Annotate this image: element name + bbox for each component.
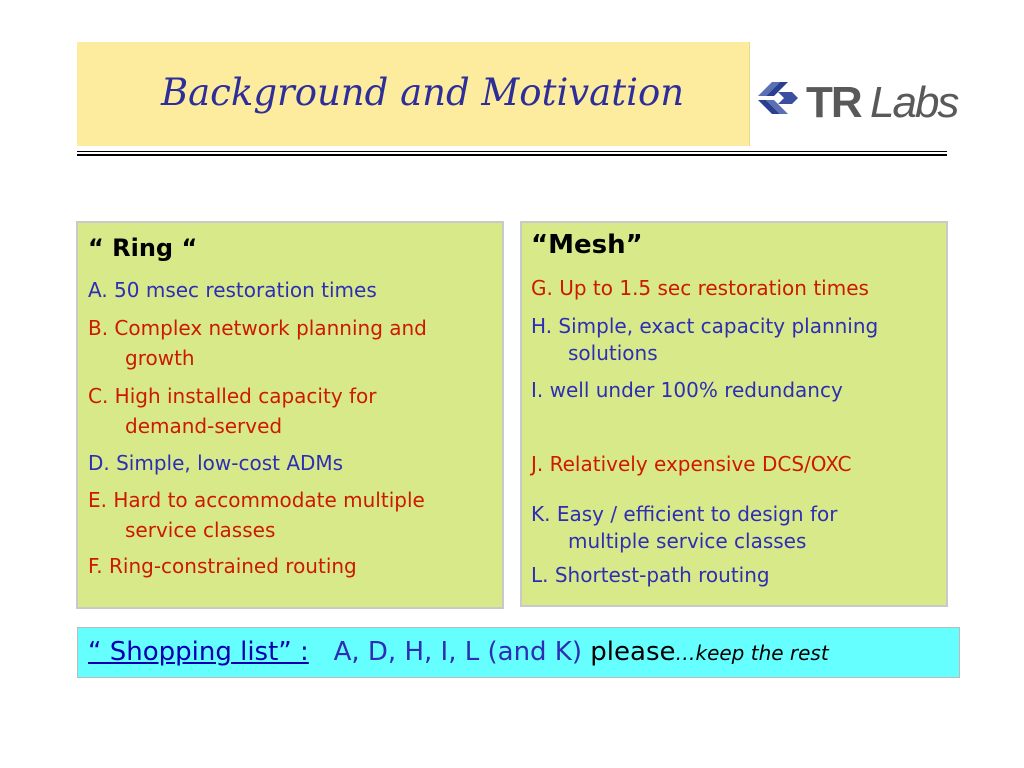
trlabs-logo [752,74,958,127]
ring-item-e-line2: service classes [125,518,276,542]
mesh-item-i-text: I. well under 100% redundancy [531,378,843,402]
mesh-item-i [531,376,843,404]
shopping-list-please: please [590,637,676,667]
ring-item-c [88,381,377,441]
mesh-item-j [531,450,851,478]
page-title: Background and Motivation [160,71,685,114]
shopping-list-line [88,637,829,668]
shopping-list-label: “ Shopping list” : [88,637,309,667]
mesh-item-k [531,501,837,555]
ring-item-b [88,313,427,373]
ring-item-a [88,276,377,304]
ring-item-e-line1: E. Hard to accommodate multiple [88,488,425,512]
mesh-item-h-line1: H. Simple, exact capacity planning [531,314,879,338]
mesh-item-l [531,561,770,589]
logo-text-tr: TR [806,78,861,127]
shopping-list-items: A, D, H, I, L (and K) [333,637,583,667]
ring-item-c-line1: C. High installed capacity for [88,384,377,408]
ring-item-d [88,449,343,477]
ring-item-e [88,485,425,545]
mesh-item-j-text: J. Relatively expensive DCS/OXC [531,452,852,476]
mesh-item-l-text: L. Shortest-path routing [531,563,770,587]
header-rule-top [77,151,947,152]
trlabs-logo-icon [758,82,798,114]
mesh-item-h [531,313,878,367]
shopping-list-keep: …keep the rest [675,641,829,665]
mesh-item-k-line1: K. Easy / efficient to design for [531,502,838,526]
ring-item-a-text: A. 50 msec restoration times [88,278,377,302]
ring-item-f-text: F. Ring-constrained routing [88,554,357,578]
mesh-item-h-line2: solutions [568,341,658,365]
mesh-item-g-text: G. Up to 1.5 sec restoration times [531,276,869,300]
ring-item-b-line1: B. Complex network planning and [88,316,427,340]
mesh-item-k-line2: multiple service classes [568,529,807,553]
mesh-item-g [531,274,869,302]
header-rule-bottom [77,154,947,156]
mesh-heading: “Mesh” [531,230,643,260]
ring-item-b-line2: growth [125,346,195,370]
ring-heading: “ Ring “ [88,234,198,262]
ring-item-c-line2: demand-served [125,414,283,438]
logo-text-labs: Labs [870,78,958,127]
ring-item-d-text: D. Simple, low-cost ADMs [88,451,344,475]
ring-item-f [88,552,357,580]
